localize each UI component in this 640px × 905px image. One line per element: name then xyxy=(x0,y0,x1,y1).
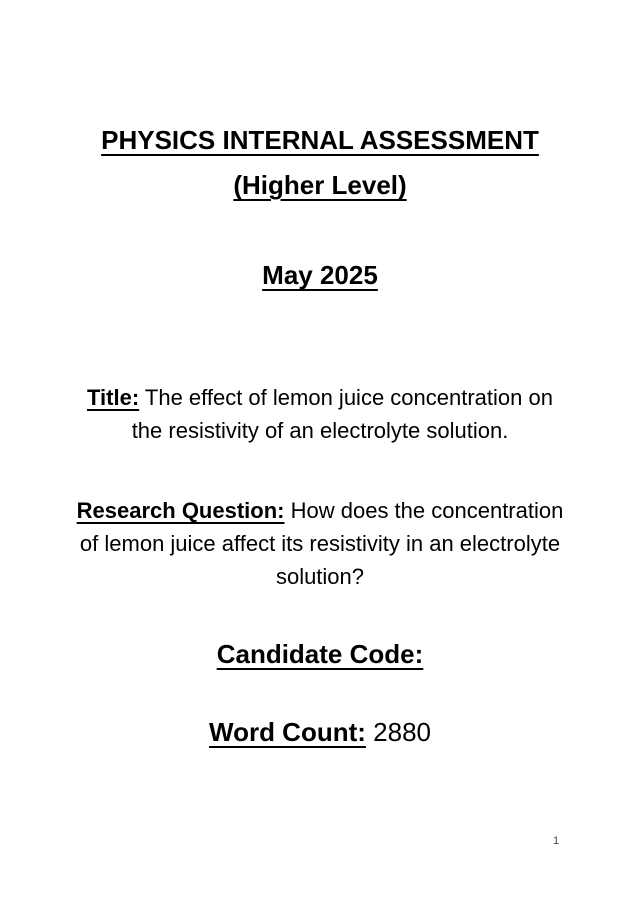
title-text-line1: The effect of lemon juice concentration on xyxy=(144,385,553,410)
candidate-code-section xyxy=(0,636,640,672)
document-subheading: (Higher Level) xyxy=(233,170,407,200)
page-number: 1 xyxy=(553,835,560,847)
document-heading: PHYSICS INTERNAL ASSESSMENT xyxy=(101,125,539,155)
word-count-value: 2880 xyxy=(373,717,431,747)
word-count-label: Word Count: xyxy=(209,717,366,747)
candidate-code-label: Candidate Code: xyxy=(216,639,424,669)
title-text-line2: the resistivity of an electrolyte solution. xyxy=(131,418,509,443)
research-question-line1 xyxy=(0,494,640,527)
research-question-text-line1: How does the concentration xyxy=(290,498,564,523)
title-label: Title: xyxy=(87,385,140,410)
research-question-text-line2: of lemon juice affect its resistivity in an electrolyte xyxy=(79,531,561,556)
research-question-label: Research Question: xyxy=(76,498,285,523)
research-question-section xyxy=(0,494,640,593)
title-block xyxy=(0,0,640,203)
research-question-text-line3: solution? xyxy=(275,564,365,589)
session-date: May 2025 xyxy=(262,260,378,290)
title-section-line1 xyxy=(0,381,640,414)
word-count-section xyxy=(0,714,640,750)
title-section xyxy=(0,381,640,447)
